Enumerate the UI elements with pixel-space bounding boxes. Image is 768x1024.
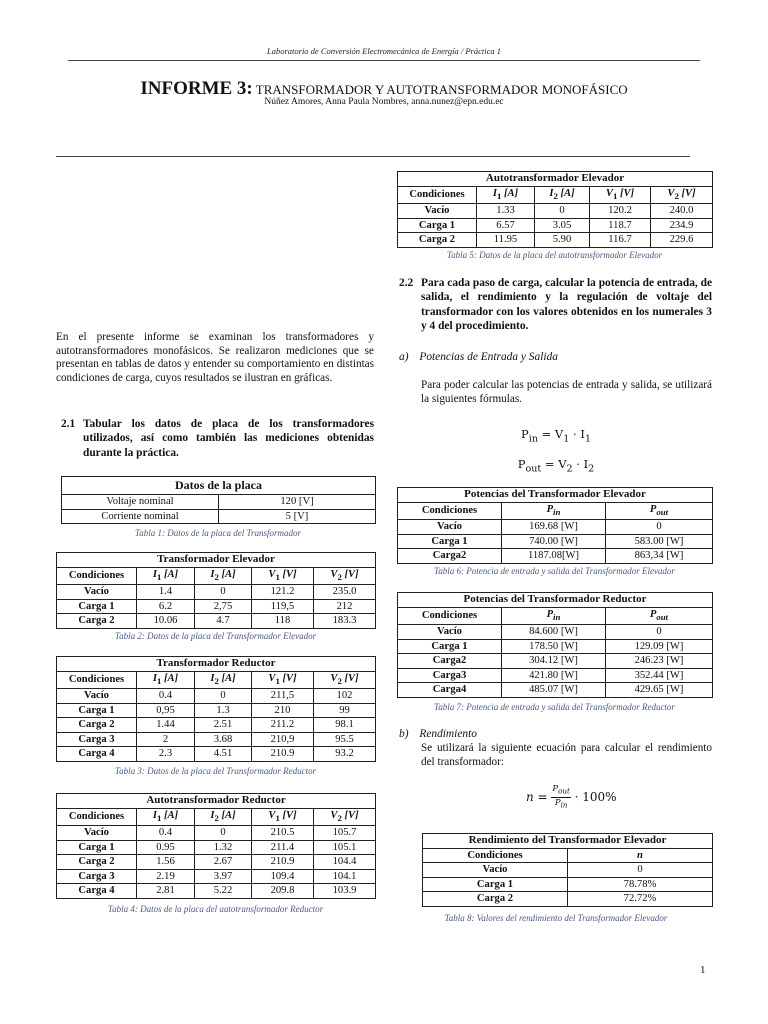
table-row bbox=[57, 747, 376, 762]
subsection-b-paragraph: Se utilizará la siguiente ecuación para calcular el rendimiento del transformador: bbox=[421, 742, 712, 768]
cell: 183.3 bbox=[314, 614, 376, 629]
cell: Carga 3 bbox=[57, 869, 137, 884]
section-text: Para cada paso de carga, calcular la potencia de entrada, de salida, el rendimiento y la regulación de voltaje del transformador con los valores obtenidos en los numerales 3 y 4 del procedimiento. bbox=[421, 277, 712, 333]
subsection-title: Potencias de Entrada y Salida bbox=[419, 351, 558, 363]
cell: 99 bbox=[314, 703, 376, 718]
table-row bbox=[57, 718, 376, 733]
table-row bbox=[57, 869, 376, 884]
cell: 1187.08[W] bbox=[502, 549, 606, 564]
formula-pout: $P_{out} = V_2 \cdot I_2$ bbox=[517, 457, 595, 475]
cell: Carga 1 bbox=[57, 599, 137, 614]
col-header: n bbox=[568, 848, 713, 863]
cell: 210 bbox=[252, 703, 314, 718]
table-caption: Tabla 4: Datos de la placa del autotransformador Reductor bbox=[107, 904, 324, 914]
cell: 1.33 bbox=[477, 204, 535, 219]
table-header-row bbox=[398, 607, 713, 625]
cell: Carga 1 bbox=[398, 534, 502, 549]
cell: Carga4 bbox=[398, 683, 502, 698]
cell: Carga 2 bbox=[398, 233, 477, 248]
col-header: $P_{in}$ bbox=[502, 502, 606, 520]
cell: 11.95 bbox=[477, 233, 535, 248]
cell: 421.80 [W] bbox=[502, 668, 606, 683]
table-caption: Tabla 3: Datos de la placa del Transformador Reductor bbox=[114, 766, 317, 776]
cell: Carga 4 bbox=[57, 747, 137, 762]
cell: 105.1 bbox=[314, 840, 376, 855]
cell: Vacío bbox=[398, 625, 502, 640]
col-header: $I_1$ [A] bbox=[137, 808, 195, 826]
table-header-row bbox=[57, 567, 376, 585]
cell: 95.5 bbox=[314, 732, 376, 747]
table-title: Transformador Reductor bbox=[57, 657, 376, 672]
title-main: TRANSFORMADOR Y AUTOTRANSFORMADOR MONOFÁSICO bbox=[255, 82, 628, 97]
cell: 0 bbox=[606, 520, 713, 535]
cell: Carga 2 bbox=[57, 855, 137, 870]
cell: 429.65 [W] bbox=[606, 683, 713, 698]
cell: 0 bbox=[606, 625, 713, 640]
col-header: Condiciones bbox=[398, 186, 477, 204]
cell: 93.2 bbox=[314, 747, 376, 762]
cell: Vacío bbox=[57, 689, 137, 704]
cell: 0,95 bbox=[137, 703, 195, 718]
table-row bbox=[57, 840, 376, 855]
cell: 246.23 [W] bbox=[606, 654, 713, 669]
section-2-1-heading bbox=[61, 417, 374, 460]
table-rendimiento-elevador bbox=[422, 833, 713, 907]
table-row bbox=[57, 884, 376, 899]
table-header-row bbox=[398, 502, 713, 520]
col-header: $I_1$ [A] bbox=[137, 567, 195, 585]
section-2-2-heading bbox=[399, 276, 712, 334]
table-title: Datos de la placa bbox=[62, 477, 376, 495]
table-potencias-reductor bbox=[397, 592, 713, 698]
table-autotransformador-reductor bbox=[56, 793, 376, 899]
cell: Carga 4 bbox=[57, 884, 137, 899]
table-header-row bbox=[57, 808, 376, 826]
cell: 3.68 bbox=[195, 732, 252, 747]
cell: Carga 1 bbox=[423, 877, 568, 892]
col-header: Condiciones bbox=[398, 502, 502, 520]
section-number: 2.2 bbox=[399, 277, 414, 289]
table-title: Transformador Elevador bbox=[57, 553, 376, 568]
table-row bbox=[57, 614, 376, 629]
authors: Núñez Amores, Anna Paula Nombres, anna.nunez@epn.edu.ec bbox=[264, 97, 504, 107]
table-row bbox=[423, 877, 713, 892]
title-prefix: INFORME 3: bbox=[140, 78, 253, 99]
table-title: Rendimiento del Transformador Elevador bbox=[423, 834, 713, 849]
table-row bbox=[57, 689, 376, 704]
cell: 209.8 bbox=[252, 884, 314, 899]
col-header: $V_2$ [V] bbox=[314, 808, 376, 826]
col-header: $P_{in}$ bbox=[502, 607, 606, 625]
table-title: Autotransformador Elevador bbox=[398, 172, 713, 187]
cell: 78.78% bbox=[568, 877, 713, 892]
cell: 178.50 [W] bbox=[502, 639, 606, 654]
col-header: $P_{out}$ bbox=[606, 607, 713, 625]
cell: 2.19 bbox=[137, 869, 195, 884]
subsection-label: a) bbox=[399, 351, 409, 363]
table-row bbox=[57, 703, 376, 718]
table-row bbox=[57, 585, 376, 600]
table-autotransformador-elevador bbox=[397, 171, 713, 248]
cell: 72.72% bbox=[568, 892, 713, 907]
cell: 212 bbox=[314, 599, 376, 614]
table-title: Potencias del Transformador Reductor bbox=[398, 593, 713, 608]
table-caption: Tabla 6: Potencia de entrada y salida del Transformador Elevador bbox=[434, 566, 675, 576]
cell: 120.2 bbox=[590, 204, 651, 219]
table-row bbox=[398, 549, 713, 564]
subsection-a-heading bbox=[399, 351, 558, 363]
col-header: $V_1$ [V] bbox=[590, 186, 651, 204]
cell: 210,9 bbox=[252, 732, 314, 747]
table-row bbox=[423, 892, 713, 907]
cell: 0 bbox=[195, 689, 252, 704]
table-row bbox=[398, 233, 713, 248]
table-row bbox=[398, 204, 713, 219]
cell: 210.5 bbox=[252, 826, 314, 841]
cell: 104.4 bbox=[314, 855, 376, 870]
subsection-b-heading bbox=[399, 728, 477, 740]
cell: 2 bbox=[137, 732, 195, 747]
table-row bbox=[57, 855, 376, 870]
subsection-title: Rendimiento bbox=[419, 728, 477, 740]
cell: 120 [V] bbox=[219, 495, 376, 510]
cell: 0.95 bbox=[137, 840, 195, 855]
cell: 1.3 bbox=[195, 703, 252, 718]
cell: 2.3 bbox=[137, 747, 195, 762]
cell: 169.68 [W] bbox=[502, 520, 606, 535]
table-row bbox=[398, 683, 713, 698]
cell: 235.0 bbox=[314, 585, 376, 600]
table-caption: Tabla 1: Datos de la placa del Transformador bbox=[135, 528, 301, 538]
col-header: Condiciones bbox=[423, 848, 568, 863]
cell: 740.00 [W] bbox=[502, 534, 606, 549]
cell: 5 [V] bbox=[219, 509, 376, 524]
cell: 583.00 [W] bbox=[606, 534, 713, 549]
cell: 2.51 bbox=[195, 718, 252, 733]
cell: 105.7 bbox=[314, 826, 376, 841]
col-header: $I_1$ [A] bbox=[477, 186, 535, 204]
table-row bbox=[398, 534, 713, 549]
title-rule bbox=[56, 156, 690, 157]
table-header-row bbox=[423, 848, 713, 863]
table-datos-placa bbox=[61, 476, 376, 524]
cell: 129.09 [W] bbox=[606, 639, 713, 654]
page-number: 1 bbox=[700, 964, 706, 976]
cell: 5.22 bbox=[195, 884, 252, 899]
col-header: $I_2$ [A] bbox=[195, 671, 252, 689]
cell: Carga2 bbox=[398, 654, 502, 669]
cell: 304.12 [W] bbox=[502, 654, 606, 669]
cell: Carga2 bbox=[398, 549, 502, 564]
cell: 1.32 bbox=[195, 840, 252, 855]
cell: 210.9 bbox=[252, 747, 314, 762]
section-number: 2.1 bbox=[61, 418, 76, 430]
table-caption: Tabla 2: Datos de la placa del Transformador Elevador bbox=[114, 631, 317, 641]
cell: Carga 1 bbox=[57, 703, 137, 718]
table-transformador-reductor bbox=[56, 656, 376, 762]
cell: 0 bbox=[535, 204, 590, 219]
formula-rendimiento: n = $P_{out}$ $P_{in}$ · 100% bbox=[526, 784, 617, 810]
col-header: $I_2$ [A] bbox=[195, 808, 252, 826]
cell: 103.9 bbox=[314, 884, 376, 899]
cell: Voltaje nominal bbox=[62, 495, 219, 510]
cell: Vacío bbox=[398, 204, 477, 219]
cell: 3.97 bbox=[195, 869, 252, 884]
cell: 6.57 bbox=[477, 218, 535, 233]
table-row bbox=[62, 509, 376, 524]
cell: 10.06 bbox=[137, 614, 195, 629]
cell: Vacío bbox=[398, 520, 502, 535]
table-row bbox=[398, 654, 713, 669]
col-header: $I_1$ [A] bbox=[137, 671, 195, 689]
cell: 210.9 bbox=[252, 855, 314, 870]
cell: 0.4 bbox=[137, 689, 195, 704]
cell: Carga 1 bbox=[398, 639, 502, 654]
cell: Carga 3 bbox=[57, 732, 137, 747]
table-row bbox=[398, 639, 713, 654]
subsection-label: b) bbox=[399, 728, 409, 740]
cell: 116.7 bbox=[590, 233, 651, 248]
table-row bbox=[57, 599, 376, 614]
cell: 4.51 bbox=[195, 747, 252, 762]
table-row bbox=[398, 520, 713, 535]
cell: 234.9 bbox=[651, 218, 713, 233]
cell: 118.7 bbox=[590, 218, 651, 233]
cell: Carga 2 bbox=[57, 718, 137, 733]
cell: 863,34 [W] bbox=[606, 549, 713, 564]
col-header: $I_2$ [A] bbox=[535, 186, 590, 204]
col-header: Condiciones bbox=[398, 607, 502, 625]
col-header: $V_2$ [V] bbox=[651, 186, 713, 204]
col-header: Condiciones bbox=[57, 567, 137, 585]
table-caption: Tabla 5: Datos de la placa del autotransformador Elevador bbox=[446, 250, 663, 260]
col-header: $V_1$ [V] bbox=[252, 671, 314, 689]
table-row bbox=[62, 495, 376, 510]
col-header: Condiciones bbox=[57, 671, 137, 689]
table-row bbox=[423, 863, 713, 878]
cell: Carga 2 bbox=[57, 614, 137, 629]
cell: 119,5 bbox=[252, 599, 314, 614]
cell: 104.1 bbox=[314, 869, 376, 884]
col-header: $I_2$ [A] bbox=[195, 567, 252, 585]
table-row bbox=[398, 218, 713, 233]
cell: 211,5 bbox=[252, 689, 314, 704]
table-potencias-elevador bbox=[397, 487, 713, 564]
col-header: $V_2$ [V] bbox=[314, 567, 376, 585]
col-header: $V_2$ [V] bbox=[314, 671, 376, 689]
cell: 240.0 bbox=[651, 204, 713, 219]
cell: 1.4 bbox=[137, 585, 195, 600]
cell: 4.7 bbox=[195, 614, 252, 629]
cell: Vacío bbox=[57, 826, 137, 841]
cell: 2.81 bbox=[137, 884, 195, 899]
cell: 5.90 bbox=[535, 233, 590, 248]
cell: 6.2 bbox=[137, 599, 195, 614]
table-row bbox=[398, 625, 713, 640]
cell: 109.4 bbox=[252, 869, 314, 884]
header-rule bbox=[68, 60, 700, 61]
cell: 1.44 bbox=[137, 718, 195, 733]
cell: 98.1 bbox=[314, 718, 376, 733]
cell: 211.4 bbox=[252, 840, 314, 855]
cell: 2.67 bbox=[195, 855, 252, 870]
table-row bbox=[57, 732, 376, 747]
table-header-row bbox=[398, 186, 713, 204]
cell: 3.05 bbox=[535, 218, 590, 233]
cell: 118 bbox=[252, 614, 314, 629]
table-title: Autotransformador Reductor bbox=[57, 794, 376, 809]
cell: 352.44 [W] bbox=[606, 668, 713, 683]
cell: 0 bbox=[568, 863, 713, 878]
col-header: $V_1$ [V] bbox=[252, 567, 314, 585]
running-header: Laboratorio de Conversión Electromecánica de Energía / Práctica 1 bbox=[266, 46, 502, 56]
cell: 1.56 bbox=[137, 855, 195, 870]
cell: Corriente nominal bbox=[62, 509, 219, 524]
cell: 2,75 bbox=[195, 599, 252, 614]
cell: Vacío bbox=[423, 863, 568, 878]
col-header: $P_{out}$ bbox=[606, 502, 713, 520]
cell: 229.6 bbox=[651, 233, 713, 248]
cell: Carga 1 bbox=[398, 218, 477, 233]
intro-paragraph: En el presente informe se examinan los transformadores y autotransformadores monofásicos. Se realizaron mediciones que se presentan en tablas de datos y entender su comportamiento en distintas condiciones de carga, cuyos resultados se ilustran en gráficas. bbox=[56, 331, 374, 384]
cell: 485.07 [W] bbox=[502, 683, 606, 698]
subsection-a-paragraph: Para poder calcular las potencias de entrada y salida, se utilizará la siguientes fórmulas. bbox=[421, 379, 712, 405]
cell: 211.2 bbox=[252, 718, 314, 733]
cell: Carga 2 bbox=[423, 892, 568, 907]
cell: Vacío bbox=[57, 585, 137, 600]
cell: Carga 1 bbox=[57, 840, 137, 855]
table-header-row bbox=[57, 671, 376, 689]
section-text: Tabular los datos de placa de los transformadores utilizados, así como también las mediciones obtenidas durante la práctica. bbox=[83, 418, 374, 459]
cell: 0.4 bbox=[137, 826, 195, 841]
table-caption: Tabla 7: Potencia de entrada y salida del Transformador Reductor bbox=[434, 702, 675, 712]
cell: 121.2 bbox=[252, 585, 314, 600]
col-header: Condiciones bbox=[57, 808, 137, 826]
cell: 0 bbox=[195, 585, 252, 600]
cell: 102 bbox=[314, 689, 376, 704]
table-title: Potencias del Transformador Elevador bbox=[398, 488, 713, 503]
table-row bbox=[57, 826, 376, 841]
table-caption: Tabla 8: Valores del rendimiento del Transformador Elevador bbox=[444, 913, 668, 923]
col-header: $V_1$ [V] bbox=[252, 808, 314, 826]
table-transformador-elevador bbox=[56, 552, 376, 629]
cell: Carga3 bbox=[398, 668, 502, 683]
cell: 84.600 [W] bbox=[502, 625, 606, 640]
cell: 0 bbox=[195, 826, 252, 841]
table-row bbox=[398, 668, 713, 683]
formula-pin: $P_{in} = V_1 \cdot I_1$ bbox=[521, 427, 591, 445]
